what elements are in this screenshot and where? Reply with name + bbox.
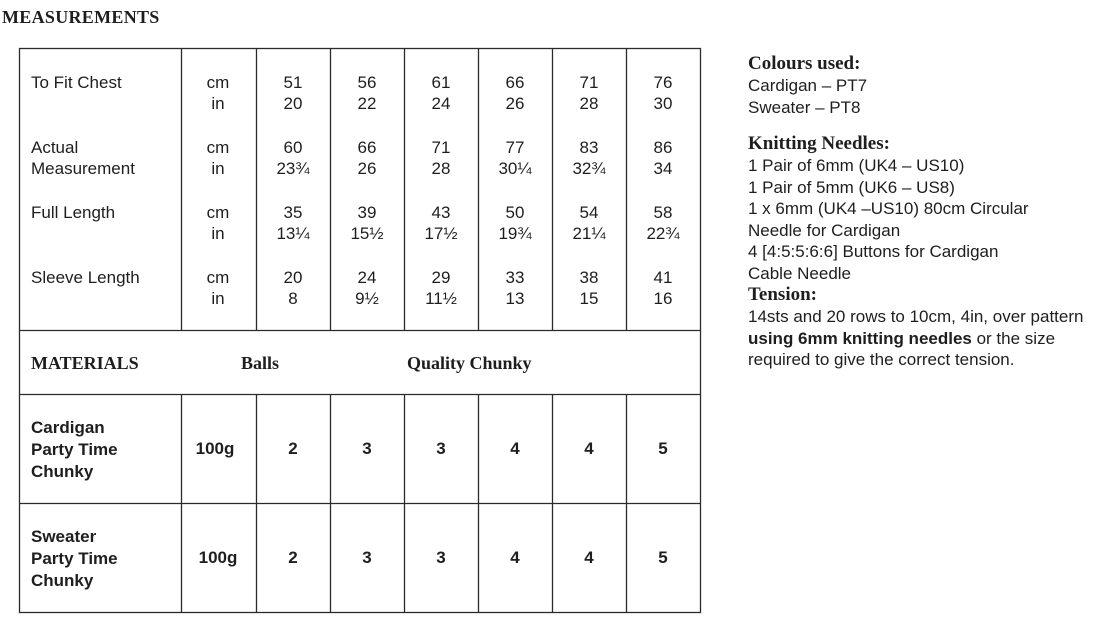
value-cell: 20 <box>283 94 303 113</box>
value-cell: 28 <box>431 159 451 178</box>
needle-item: 1 Pair of 6mm (UK4 – US10) <box>748 156 965 175</box>
needle-item: Needle for Cardigan <box>748 220 901 240</box>
value-cell: 2 <box>288 548 298 567</box>
value-cell: 9½ <box>355 289 379 308</box>
value-cell: 34 <box>653 159 673 178</box>
value-cell: 39 <box>357 203 377 222</box>
unit-cm: cm <box>206 203 230 222</box>
value-cell: 2 <box>288 439 298 458</box>
unit-in: in <box>211 159 225 178</box>
value-cell: 8 <box>288 289 298 308</box>
needle-item: 1 Pair of 5mm (UK6 – US8) <box>748 177 955 197</box>
needle-item: 1 x 6mm (UK4 –US10) 80cm Circular <box>748 199 1029 218</box>
value-cell: 56 <box>357 73 377 92</box>
unit-cm: cm <box>206 73 230 92</box>
value-cell: 21¼ <box>572 224 606 243</box>
value-cell: 60 <box>283 138 303 157</box>
row-label: Sleeve Length <box>31 268 140 287</box>
value-cell: 28 <box>579 94 599 113</box>
value-cell: 77 <box>505 138 525 157</box>
value-cell: 4 <box>510 548 520 567</box>
value-cell: 4 <box>510 439 520 458</box>
row-label: Measurement <box>31 159 135 178</box>
value-cell: 51 <box>283 73 303 92</box>
value-cell: 20 <box>283 268 303 287</box>
value-cell: 66 <box>505 73 525 92</box>
colour-item: Sweater – PT8 <box>748 97 861 117</box>
value-cell: 5 <box>658 548 668 567</box>
unit-in: in <box>211 94 225 113</box>
pattern-info-panel <box>748 53 1093 371</box>
value-cell: 38 <box>579 268 599 287</box>
value-cell: 3 <box>362 548 372 567</box>
value-cell: 3 <box>436 439 446 458</box>
value-cell: 26 <box>505 94 525 113</box>
value-cell: 50 <box>505 203 525 222</box>
value-cell: 71 <box>431 138 451 157</box>
value-cell: 71 <box>579 73 599 92</box>
value-cell: 13¼ <box>276 224 310 243</box>
weight-cell: 100g <box>198 548 238 567</box>
colour-item: Cardigan – PT7 <box>748 76 868 95</box>
colours-heading: Colours used: <box>748 53 861 74</box>
value-cell: 54 <box>579 203 599 222</box>
row-label: Party Time <box>31 549 118 568</box>
tension-text-end: or the size required to give the correct tension. <box>748 328 1056 369</box>
tension-text <box>748 306 1093 371</box>
page-title: MEASUREMENTS <box>2 7 160 27</box>
row-label: Party Time <box>31 440 118 459</box>
value-cell: 35 <box>283 203 303 222</box>
row-label: Chunky <box>31 571 94 590</box>
row-label: Cardigan <box>31 418 105 437</box>
value-cell: 19¾ <box>498 224 532 243</box>
value-cell: 58 <box>653 203 673 222</box>
value-cell: 32¾ <box>572 159 606 178</box>
needle-item: 4 [4:5:5:6:6] Buttons for Cardigan <box>748 242 999 261</box>
value-cell: 5 <box>658 439 668 458</box>
materials-title: MATERIALS <box>31 353 139 373</box>
row-label: Full Length <box>31 203 116 222</box>
value-cell: 33 <box>505 268 525 287</box>
unit-cm: cm <box>206 138 230 157</box>
unit-cm: cm <box>206 268 230 287</box>
value-cell: 3 <box>362 439 372 458</box>
value-cell: 22¾ <box>646 224 680 243</box>
value-cell: 30 <box>653 94 673 113</box>
tension-needle-emphasis: using 6mm knitting needles <box>748 328 972 348</box>
value-cell: 3 <box>436 548 446 567</box>
needles-heading: Knitting Needles: <box>748 133 890 154</box>
value-cell: 66 <box>357 138 377 157</box>
value-cell: 4 <box>584 439 594 458</box>
value-cell: 11½ <box>425 289 457 308</box>
value-cell: 23¾ <box>276 159 310 178</box>
unit-in: in <box>211 224 225 243</box>
value-cell: 83 <box>579 138 599 157</box>
quality-label: Quality Chunky <box>407 353 532 373</box>
value-cell: 16 <box>653 289 673 308</box>
value-cell: 41 <box>653 268 673 287</box>
weight-cell: 100g <box>195 439 235 458</box>
row-label: Actual <box>31 138 79 157</box>
tension-text-start: 14sts and 20 rows to 10cm, 4in, over pattern <box>748 307 1084 326</box>
balls-label: Balls <box>241 353 280 373</box>
value-cell: 24 <box>431 94 451 113</box>
value-cell: 15½ <box>350 224 384 243</box>
value-cell: 24 <box>357 268 377 287</box>
value-cell: 26 <box>357 159 377 178</box>
value-cell: 76 <box>653 73 673 92</box>
row-label: Sweater <box>31 527 97 546</box>
value-cell: 61 <box>431 73 451 92</box>
value-cell: 17½ <box>424 224 458 243</box>
value-cell: 29 <box>431 268 451 287</box>
value-cell: 43 <box>431 203 451 222</box>
value-cell: 13 <box>505 289 525 308</box>
value-cell: 4 <box>584 548 594 567</box>
value-cell: 30¼ <box>498 159 532 178</box>
value-cell: 15 <box>579 289 599 308</box>
row-label: Chunky <box>31 462 94 481</box>
row-label: To Fit Chest <box>31 73 122 92</box>
needle-item: Cable Needle <box>748 263 852 283</box>
value-cell: 22 <box>357 94 377 113</box>
tension-heading: Tension: <box>748 284 817 305</box>
unit-in: in <box>211 289 225 308</box>
value-cell: 86 <box>653 138 673 157</box>
